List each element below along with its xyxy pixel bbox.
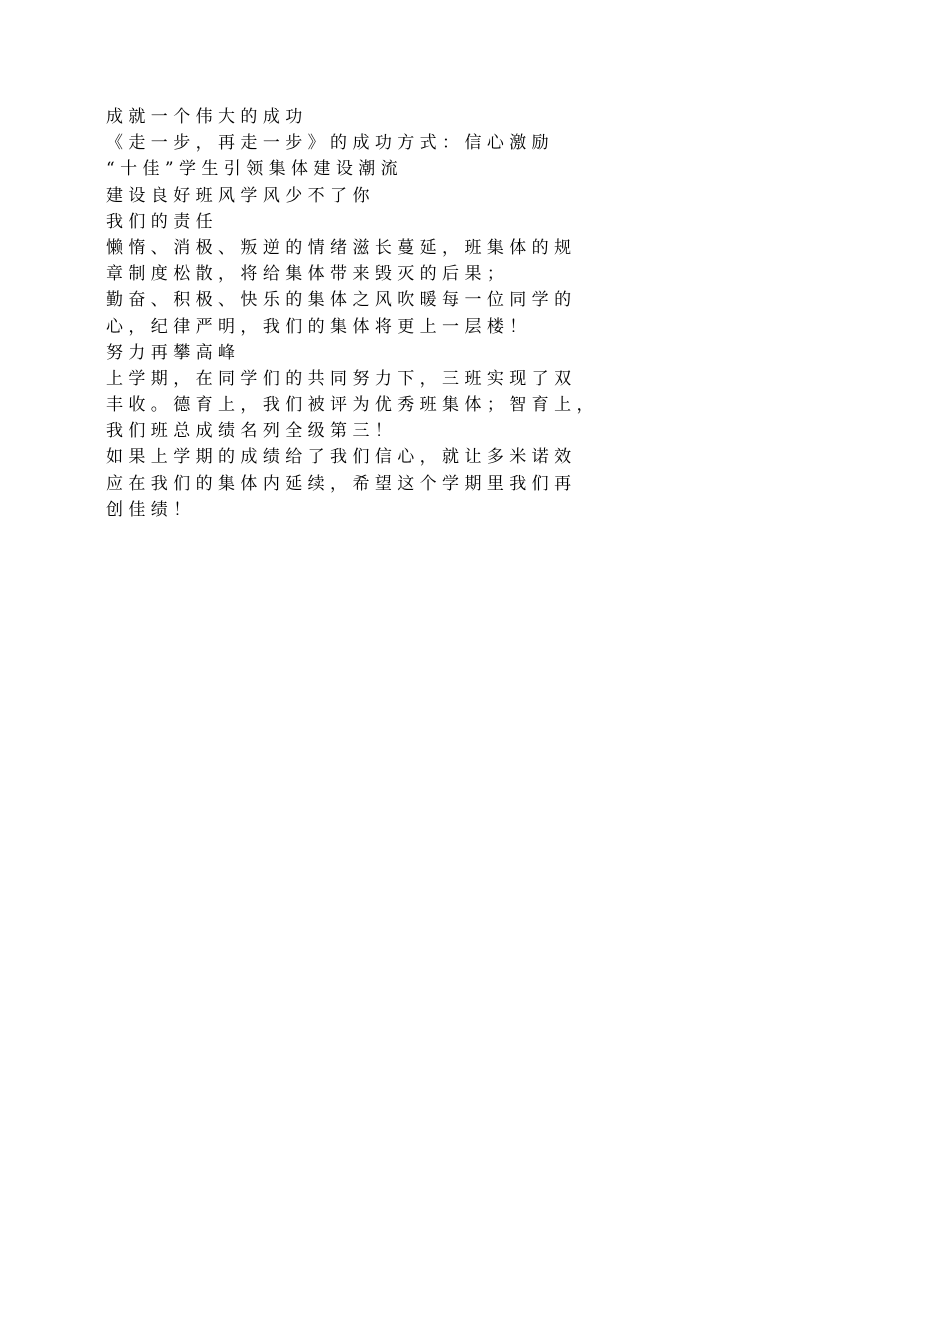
text-line-8: 勤 奋 、 积 极 、 快 乐 的 集 体 之 风 吹 暖 每 一 位 同 学 的 <box>106 290 572 311</box>
text-line-11: 上 学 期 ， 在 同 学 们 的 共 同 努 力 下 ， 三 班 实 现 了 双 <box>106 368 572 389</box>
text-line-7: 章 制 度 松 散 ， 将 给 集 体 带 来 毁 灭 的 后 果 ； <box>106 264 504 285</box>
text-line-12: 丰 收 。 德 育 上 ， 我 们 被 评 为 优 秀 班 集 体 ； 智 育 上 ， <box>106 395 594 416</box>
text-line-4: 建 设 良 好 班 风 学 风 少 不 了 你 <box>106 185 370 206</box>
text-line-5: 我 们 的 责 任 <box>106 211 213 232</box>
text-line-15: 应 在 我 们 的 集 体 内 延 续 ， 希 望 这 个 学 期 里 我 们 再 <box>106 473 572 494</box>
text-line-9: 心 ， 纪 律 严 明 ， 我 们 的 集 体 将 更 上 一 层 楼 ！ <box>106 316 527 337</box>
text-line-16: 创 佳 绩 ！ <box>106 499 191 520</box>
text-line-6: 懒 惰 、 消 极 、 叛 逆 的 情 绪 滋 长 蔓 延 ， 班 集 体 的 规 <box>106 237 572 258</box>
text-line-14: 如 果 上 学 期 的 成 绩 给 了 我 们 信 心 ， 就 让 多 米 诺 效 <box>106 447 572 468</box>
text-line-2: 《 走 一 步 ， 再 走 一 步 》 的 成 功 方 式 ： 信 心 激 励 <box>106 133 549 154</box>
text-line-3: “ 十 佳 ” 学 生 引 领 集 体 建 设 潮 流 <box>106 159 398 180</box>
text-line-1: 成 就 一 个 伟 大 的 成 功 <box>106 107 303 127</box>
text-line-10: 努 力 再 攀 高 峰 <box>106 342 236 363</box>
document-text <box>106 104 866 523</box>
text-line-13: 我 们 班 总 成 绩 名 列 全 级 第 三 ！ <box>106 421 392 442</box>
